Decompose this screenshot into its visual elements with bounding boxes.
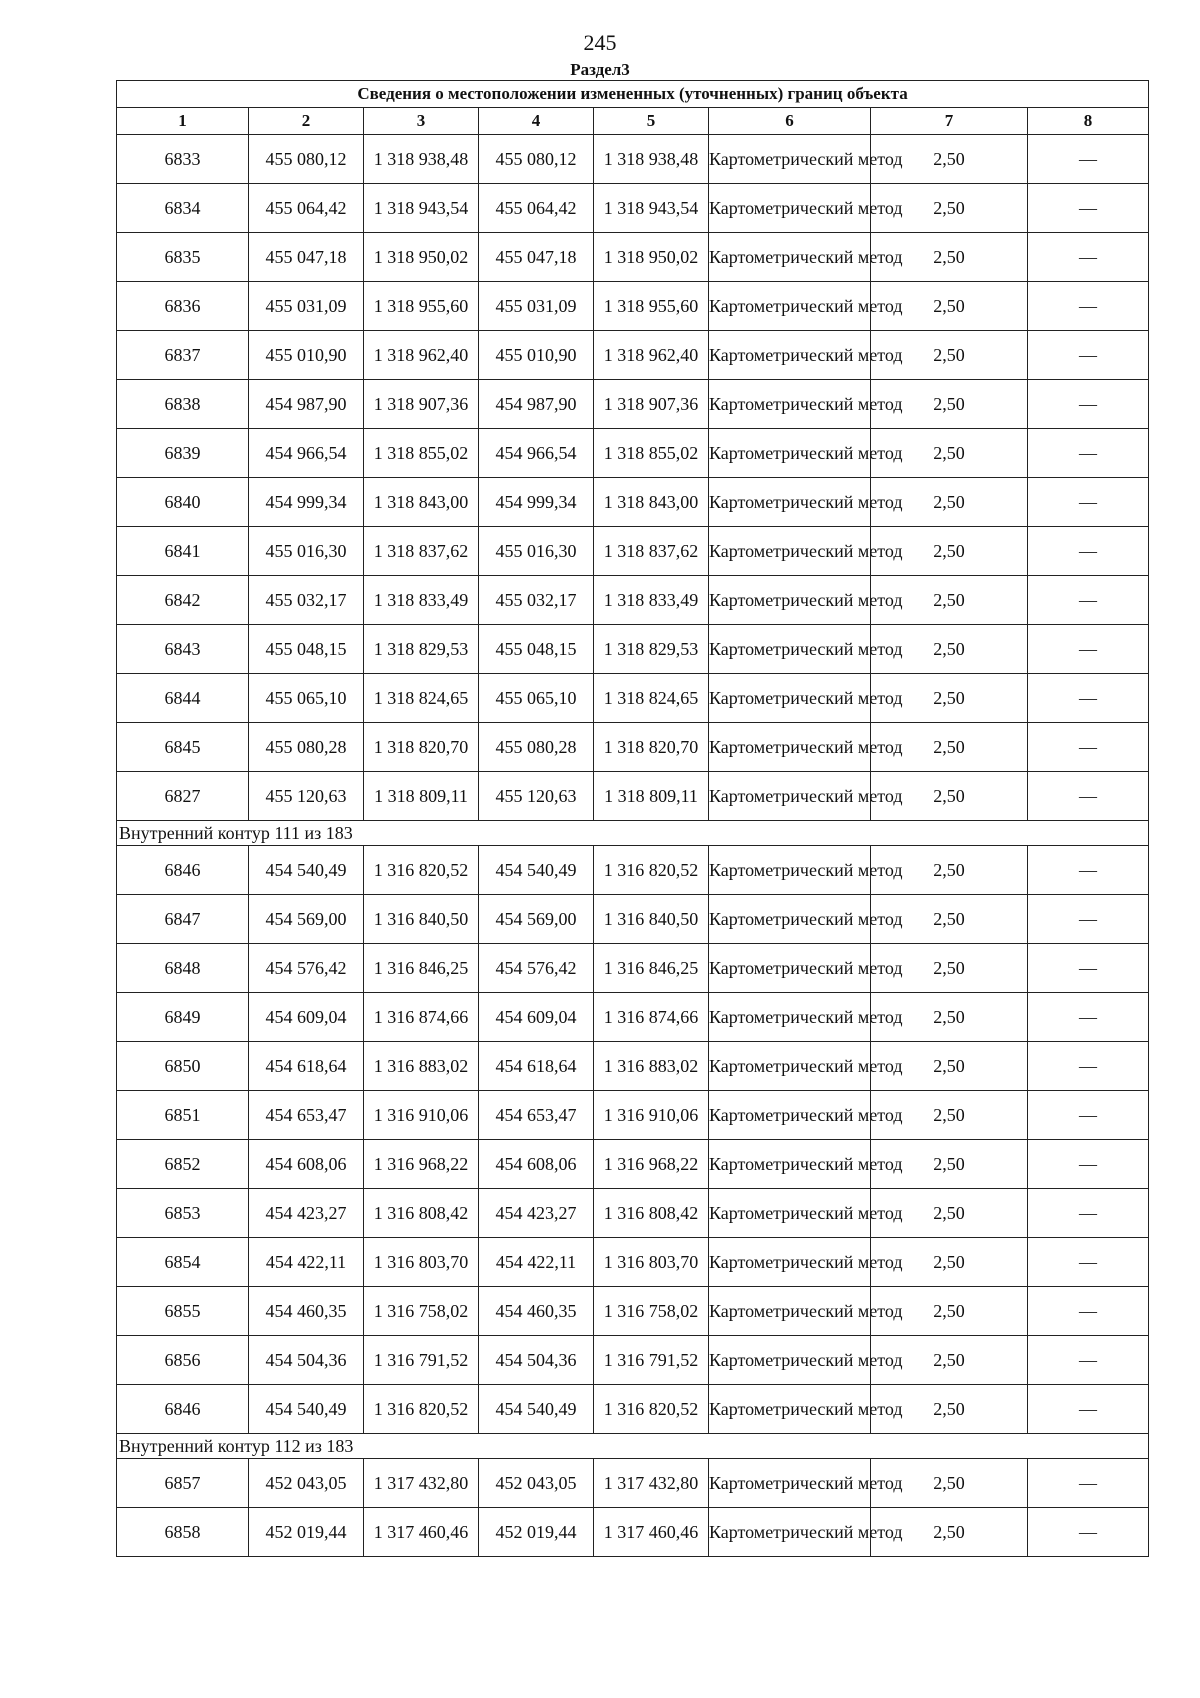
point-number-cell: 6847 xyxy=(117,895,249,944)
column-header: 8 xyxy=(1028,108,1149,135)
table-row xyxy=(117,527,1149,576)
point-number-cell: 6837 xyxy=(117,331,249,380)
y-old-cell: 1 318 955,60 xyxy=(364,282,479,331)
accuracy-cell: 2,50 xyxy=(871,1508,1028,1557)
point-number-cell: 6854 xyxy=(117,1238,249,1287)
method-cell: Картометрический метод xyxy=(709,429,871,478)
y-old-cell: 1 316 820,52 xyxy=(364,846,479,895)
point-number-cell: 6851 xyxy=(117,1091,249,1140)
table-caption: Сведения о местоположении измененных (уточненных) границ объекта xyxy=(117,81,1149,108)
accuracy-cell: 2,50 xyxy=(871,1287,1028,1336)
description-cell: — xyxy=(1028,674,1149,723)
y-old-cell: 1 318 855,02 xyxy=(364,429,479,478)
y-new-cell: 1 316 791,52 xyxy=(594,1336,709,1385)
description-cell: — xyxy=(1028,1385,1149,1434)
x-new-cell: 454 569,00 xyxy=(479,895,594,944)
point-number-cell: 6833 xyxy=(117,135,249,184)
method-cell: Картометрический метод xyxy=(709,282,871,331)
y-new-cell: 1 316 758,02 xyxy=(594,1287,709,1336)
accuracy-cell: 2,50 xyxy=(871,1042,1028,1091)
table-row xyxy=(117,478,1149,527)
page-number: 245 xyxy=(583,30,617,55)
column-header: 4 xyxy=(479,108,594,135)
method-cell: Картометрический метод xyxy=(709,1287,871,1336)
x-old-cell: 452 043,05 xyxy=(249,1459,364,1508)
accuracy-cell: 2,50 xyxy=(871,993,1028,1042)
description-cell: — xyxy=(1028,184,1149,233)
y-new-cell: 1 318 809,11 xyxy=(594,772,709,821)
description-cell: — xyxy=(1028,895,1149,944)
x-new-cell: 455 080,12 xyxy=(479,135,594,184)
column-header: 1 xyxy=(117,108,249,135)
table-row xyxy=(117,993,1149,1042)
accuracy-cell: 2,50 xyxy=(871,1385,1028,1434)
point-number-cell: 6858 xyxy=(117,1508,249,1557)
x-new-cell: 452 043,05 xyxy=(479,1459,594,1508)
x-new-cell: 455 016,30 xyxy=(479,527,594,576)
column-header-row xyxy=(117,108,1149,135)
description-cell: — xyxy=(1028,944,1149,993)
y-new-cell: 1 318 855,02 xyxy=(594,429,709,478)
x-new-cell: 454 540,49 xyxy=(479,846,594,895)
description-cell: — xyxy=(1028,135,1149,184)
y-old-cell: 1 318 950,02 xyxy=(364,233,479,282)
table-row xyxy=(117,331,1149,380)
point-number-cell: 6836 xyxy=(117,282,249,331)
x-new-cell: 454 987,90 xyxy=(479,380,594,429)
accuracy-cell: 2,50 xyxy=(871,429,1028,478)
x-new-cell: 455 010,90 xyxy=(479,331,594,380)
point-number-cell: 6838 xyxy=(117,380,249,429)
y-old-cell: 1 318 843,00 xyxy=(364,478,479,527)
x-old-cell: 455 032,17 xyxy=(249,576,364,625)
table-row xyxy=(117,429,1149,478)
contour-label: Внутренний контур 111 из 183 xyxy=(117,821,1149,846)
y-new-cell: 1 318 833,49 xyxy=(594,576,709,625)
point-number-cell: 6844 xyxy=(117,674,249,723)
method-cell: Картометрический метод xyxy=(709,1459,871,1508)
table-row xyxy=(117,723,1149,772)
accuracy-cell: 2,50 xyxy=(871,944,1028,993)
x-old-cell: 454 460,35 xyxy=(249,1287,364,1336)
point-number-cell: 6840 xyxy=(117,478,249,527)
column-header: 2 xyxy=(249,108,364,135)
method-cell: Картометрический метод xyxy=(709,478,871,527)
x-old-cell: 454 422,11 xyxy=(249,1238,364,1287)
y-new-cell: 1 316 840,50 xyxy=(594,895,709,944)
x-new-cell: 455 080,28 xyxy=(479,723,594,772)
x-new-cell: 454 422,11 xyxy=(479,1238,594,1287)
y-new-cell: 1 318 907,36 xyxy=(594,380,709,429)
section-title: Раздел3 xyxy=(570,60,630,79)
method-cell: Картометрический метод xyxy=(709,233,871,282)
point-number-cell: 6843 xyxy=(117,625,249,674)
point-number-cell: 6853 xyxy=(117,1189,249,1238)
accuracy-cell: 2,50 xyxy=(871,1459,1028,1508)
column-header: 3 xyxy=(364,108,479,135)
point-number-cell: 6839 xyxy=(117,429,249,478)
y-new-cell: 1 316 883,02 xyxy=(594,1042,709,1091)
method-cell: Картометрический метод xyxy=(709,1385,871,1434)
method-cell: Картометрический метод xyxy=(709,723,871,772)
description-cell: — xyxy=(1028,846,1149,895)
description-cell: — xyxy=(1028,1091,1149,1140)
y-new-cell: 1 316 846,25 xyxy=(594,944,709,993)
point-number-cell: 6850 xyxy=(117,1042,249,1091)
table-row xyxy=(117,1385,1149,1434)
x-new-cell: 455 031,09 xyxy=(479,282,594,331)
x-new-cell: 454 540,49 xyxy=(479,1385,594,1434)
description-cell: — xyxy=(1028,282,1149,331)
point-number-cell: 6841 xyxy=(117,527,249,576)
point-number-cell: 6827 xyxy=(117,772,249,821)
description-cell: — xyxy=(1028,576,1149,625)
method-cell: Картометрический метод xyxy=(709,1238,871,1287)
method-cell: Картометрический метод xyxy=(709,184,871,233)
description-cell: — xyxy=(1028,1140,1149,1189)
contour-label: Внутренний контур 112 из 183 xyxy=(117,1434,1149,1459)
x-old-cell: 454 653,47 xyxy=(249,1091,364,1140)
column-header: 5 xyxy=(594,108,709,135)
y-new-cell: 1 317 460,46 xyxy=(594,1508,709,1557)
y-new-cell: 1 316 808,42 xyxy=(594,1189,709,1238)
accuracy-cell: 2,50 xyxy=(871,233,1028,282)
x-new-cell: 454 966,54 xyxy=(479,429,594,478)
x-old-cell: 455 016,30 xyxy=(249,527,364,576)
y-old-cell: 1 318 962,40 xyxy=(364,331,479,380)
y-old-cell: 1 318 833,49 xyxy=(364,576,479,625)
x-old-cell: 455 010,90 xyxy=(249,331,364,380)
x-old-cell: 455 065,10 xyxy=(249,674,364,723)
accuracy-cell: 2,50 xyxy=(871,380,1028,429)
accuracy-cell: 2,50 xyxy=(871,135,1028,184)
y-old-cell: 1 318 809,11 xyxy=(364,772,479,821)
x-old-cell: 454 999,34 xyxy=(249,478,364,527)
x-old-cell: 454 987,90 xyxy=(249,380,364,429)
y-old-cell: 1 318 829,53 xyxy=(364,625,479,674)
y-new-cell: 1 316 820,52 xyxy=(594,1385,709,1434)
x-old-cell: 454 609,04 xyxy=(249,993,364,1042)
x-old-cell: 452 019,44 xyxy=(249,1508,364,1557)
description-cell: — xyxy=(1028,1287,1149,1336)
description-cell: — xyxy=(1028,625,1149,674)
table-row xyxy=(117,380,1149,429)
x-old-cell: 455 120,63 xyxy=(249,772,364,821)
y-new-cell: 1 316 803,70 xyxy=(594,1238,709,1287)
method-cell: Картометрический метод xyxy=(709,331,871,380)
y-old-cell: 1 316 820,52 xyxy=(364,1385,479,1434)
point-number-cell: 6849 xyxy=(117,993,249,1042)
y-new-cell: 1 318 837,62 xyxy=(594,527,709,576)
x-old-cell: 454 608,06 xyxy=(249,1140,364,1189)
y-new-cell: 1 318 950,02 xyxy=(594,233,709,282)
method-cell: Картометрический метод xyxy=(709,846,871,895)
y-old-cell: 1 316 840,50 xyxy=(364,895,479,944)
table-row xyxy=(117,1336,1149,1385)
x-old-cell: 454 540,49 xyxy=(249,846,364,895)
y-new-cell: 1 318 938,48 xyxy=(594,135,709,184)
method-cell: Картометрический метод xyxy=(709,993,871,1042)
table-row xyxy=(117,1042,1149,1091)
description-cell: — xyxy=(1028,1336,1149,1385)
table-row xyxy=(117,772,1149,821)
y-old-cell: 1 316 803,70 xyxy=(364,1238,479,1287)
table-row xyxy=(117,1189,1149,1238)
x-new-cell: 455 047,18 xyxy=(479,233,594,282)
y-old-cell: 1 316 808,42 xyxy=(364,1189,479,1238)
x-new-cell: 455 048,15 xyxy=(479,625,594,674)
method-cell: Картометрический метод xyxy=(709,1189,871,1238)
x-old-cell: 454 618,64 xyxy=(249,1042,364,1091)
table-row xyxy=(117,576,1149,625)
x-new-cell: 455 120,63 xyxy=(479,772,594,821)
method-cell: Картометрический метод xyxy=(709,625,871,674)
description-cell: — xyxy=(1028,527,1149,576)
method-cell: Картометрический метод xyxy=(709,772,871,821)
table-row xyxy=(117,184,1149,233)
x-new-cell: 455 032,17 xyxy=(479,576,594,625)
x-new-cell: 454 653,47 xyxy=(479,1091,594,1140)
table-row xyxy=(117,674,1149,723)
accuracy-cell: 2,50 xyxy=(871,478,1028,527)
point-number-cell: 6842 xyxy=(117,576,249,625)
method-cell: Картометрический метод xyxy=(709,1140,871,1189)
y-old-cell: 1 316 791,52 xyxy=(364,1336,479,1385)
accuracy-cell: 2,50 xyxy=(871,184,1028,233)
x-old-cell: 455 064,42 xyxy=(249,184,364,233)
y-old-cell: 1 316 846,25 xyxy=(364,944,479,993)
point-number-cell: 6852 xyxy=(117,1140,249,1189)
y-old-cell: 1 316 758,02 xyxy=(364,1287,479,1336)
point-number-cell: 6835 xyxy=(117,233,249,282)
description-cell: — xyxy=(1028,723,1149,772)
x-old-cell: 454 576,42 xyxy=(249,944,364,993)
x-new-cell: 454 460,35 xyxy=(479,1287,594,1336)
table-row xyxy=(117,944,1149,993)
y-old-cell: 1 316 910,06 xyxy=(364,1091,479,1140)
x-old-cell: 455 080,12 xyxy=(249,135,364,184)
accuracy-cell: 2,50 xyxy=(871,772,1028,821)
description-cell: — xyxy=(1028,331,1149,380)
y-new-cell: 1 318 820,70 xyxy=(594,723,709,772)
contour-row xyxy=(117,1434,1149,1459)
accuracy-cell: 2,50 xyxy=(871,1189,1028,1238)
method-cell: Картометрический метод xyxy=(709,1091,871,1140)
accuracy-cell: 2,50 xyxy=(871,1336,1028,1385)
method-cell: Картометрический метод xyxy=(709,380,871,429)
accuracy-cell: 2,50 xyxy=(871,1238,1028,1287)
accuracy-cell: 2,50 xyxy=(871,576,1028,625)
point-number-cell: 6857 xyxy=(117,1459,249,1508)
method-cell: Картометрический метод xyxy=(709,895,871,944)
description-cell: — xyxy=(1028,1459,1149,1508)
description-cell: — xyxy=(1028,233,1149,282)
description-cell: — xyxy=(1028,1508,1149,1557)
y-old-cell: 1 318 907,36 xyxy=(364,380,479,429)
x-old-cell: 454 540,49 xyxy=(249,1385,364,1434)
table-row xyxy=(117,1459,1149,1508)
accuracy-cell: 2,50 xyxy=(871,331,1028,380)
y-old-cell: 1 318 824,65 xyxy=(364,674,479,723)
y-old-cell: 1 318 837,62 xyxy=(364,527,479,576)
point-number-cell: 6846 xyxy=(117,1385,249,1434)
y-old-cell: 1 318 820,70 xyxy=(364,723,479,772)
method-cell: Картометрический метод xyxy=(709,527,871,576)
x-old-cell: 455 080,28 xyxy=(249,723,364,772)
table-row xyxy=(117,895,1149,944)
y-old-cell: 1 318 938,48 xyxy=(364,135,479,184)
accuracy-cell: 2,50 xyxy=(871,723,1028,772)
point-number-cell: 6855 xyxy=(117,1287,249,1336)
x-old-cell: 455 031,09 xyxy=(249,282,364,331)
description-cell: — xyxy=(1028,478,1149,527)
y-new-cell: 1 316 874,66 xyxy=(594,993,709,1042)
table-row xyxy=(117,1287,1149,1336)
table-row xyxy=(117,1508,1149,1557)
y-new-cell: 1 316 968,22 xyxy=(594,1140,709,1189)
x-old-cell: 454 504,36 xyxy=(249,1336,364,1385)
x-new-cell: 454 618,64 xyxy=(479,1042,594,1091)
x-old-cell: 455 048,15 xyxy=(249,625,364,674)
table-row xyxy=(117,233,1149,282)
table-row xyxy=(117,282,1149,331)
description-cell: — xyxy=(1028,1189,1149,1238)
y-old-cell: 1 316 883,02 xyxy=(364,1042,479,1091)
description-cell: — xyxy=(1028,1238,1149,1287)
x-new-cell: 454 423,27 xyxy=(479,1189,594,1238)
y-new-cell: 1 318 824,65 xyxy=(594,674,709,723)
x-old-cell: 455 047,18 xyxy=(249,233,364,282)
x-old-cell: 454 966,54 xyxy=(249,429,364,478)
description-cell: — xyxy=(1028,772,1149,821)
method-cell: Картометрический метод xyxy=(709,944,871,993)
table-row xyxy=(117,1140,1149,1189)
description-cell: — xyxy=(1028,380,1149,429)
y-new-cell: 1 318 962,40 xyxy=(594,331,709,380)
y-new-cell: 1 317 432,80 xyxy=(594,1459,709,1508)
y-old-cell: 1 316 874,66 xyxy=(364,993,479,1042)
accuracy-cell: 2,50 xyxy=(871,1140,1028,1189)
contour-row xyxy=(117,821,1149,846)
table-row xyxy=(117,135,1149,184)
y-old-cell: 1 317 460,46 xyxy=(364,1508,479,1557)
y-new-cell: 1 318 829,53 xyxy=(594,625,709,674)
method-cell: Картометрический метод xyxy=(709,1336,871,1385)
x-new-cell: 455 065,10 xyxy=(479,674,594,723)
coordinates-table xyxy=(116,80,1149,1557)
point-number-cell: 6834 xyxy=(117,184,249,233)
point-number-cell: 6856 xyxy=(117,1336,249,1385)
method-cell: Картометрический метод xyxy=(709,135,871,184)
table-row xyxy=(117,625,1149,674)
y-old-cell: 1 317 432,80 xyxy=(364,1459,479,1508)
y-new-cell: 1 316 820,52 xyxy=(594,846,709,895)
x-old-cell: 454 423,27 xyxy=(249,1189,364,1238)
table-body xyxy=(117,135,1149,1557)
accuracy-cell: 2,50 xyxy=(871,282,1028,331)
method-cell: Картометрический метод xyxy=(709,674,871,723)
accuracy-cell: 2,50 xyxy=(871,674,1028,723)
accuracy-cell: 2,50 xyxy=(871,625,1028,674)
x-new-cell: 454 609,04 xyxy=(479,993,594,1042)
point-number-cell: 6846 xyxy=(117,846,249,895)
point-number-cell: 6848 xyxy=(117,944,249,993)
column-header: 7 xyxy=(871,108,1028,135)
table-row xyxy=(117,1238,1149,1287)
accuracy-cell: 2,50 xyxy=(871,895,1028,944)
accuracy-cell: 2,50 xyxy=(871,527,1028,576)
x-new-cell: 454 608,06 xyxy=(479,1140,594,1189)
table-row xyxy=(117,1091,1149,1140)
y-old-cell: 1 318 943,54 xyxy=(364,184,479,233)
y-new-cell: 1 318 943,54 xyxy=(594,184,709,233)
x-old-cell: 454 569,00 xyxy=(249,895,364,944)
method-cell: Картометрический метод xyxy=(709,1042,871,1091)
point-number-cell: 6845 xyxy=(117,723,249,772)
x-new-cell: 454 999,34 xyxy=(479,478,594,527)
column-header: 6 xyxy=(709,108,871,135)
accuracy-cell: 2,50 xyxy=(871,1091,1028,1140)
y-old-cell: 1 316 968,22 xyxy=(364,1140,479,1189)
y-new-cell: 1 318 955,60 xyxy=(594,282,709,331)
description-cell: — xyxy=(1028,993,1149,1042)
y-new-cell: 1 316 910,06 xyxy=(594,1091,709,1140)
x-new-cell: 454 576,42 xyxy=(479,944,594,993)
method-cell: Картометрический метод xyxy=(709,1508,871,1557)
x-new-cell: 455 064,42 xyxy=(479,184,594,233)
description-cell: — xyxy=(1028,429,1149,478)
description-cell: — xyxy=(1028,1042,1149,1091)
y-new-cell: 1 318 843,00 xyxy=(594,478,709,527)
x-new-cell: 454 504,36 xyxy=(479,1336,594,1385)
accuracy-cell: 2,50 xyxy=(871,846,1028,895)
table-row xyxy=(117,846,1149,895)
method-cell: Картометрический метод xyxy=(709,576,871,625)
x-new-cell: 452 019,44 xyxy=(479,1508,594,1557)
